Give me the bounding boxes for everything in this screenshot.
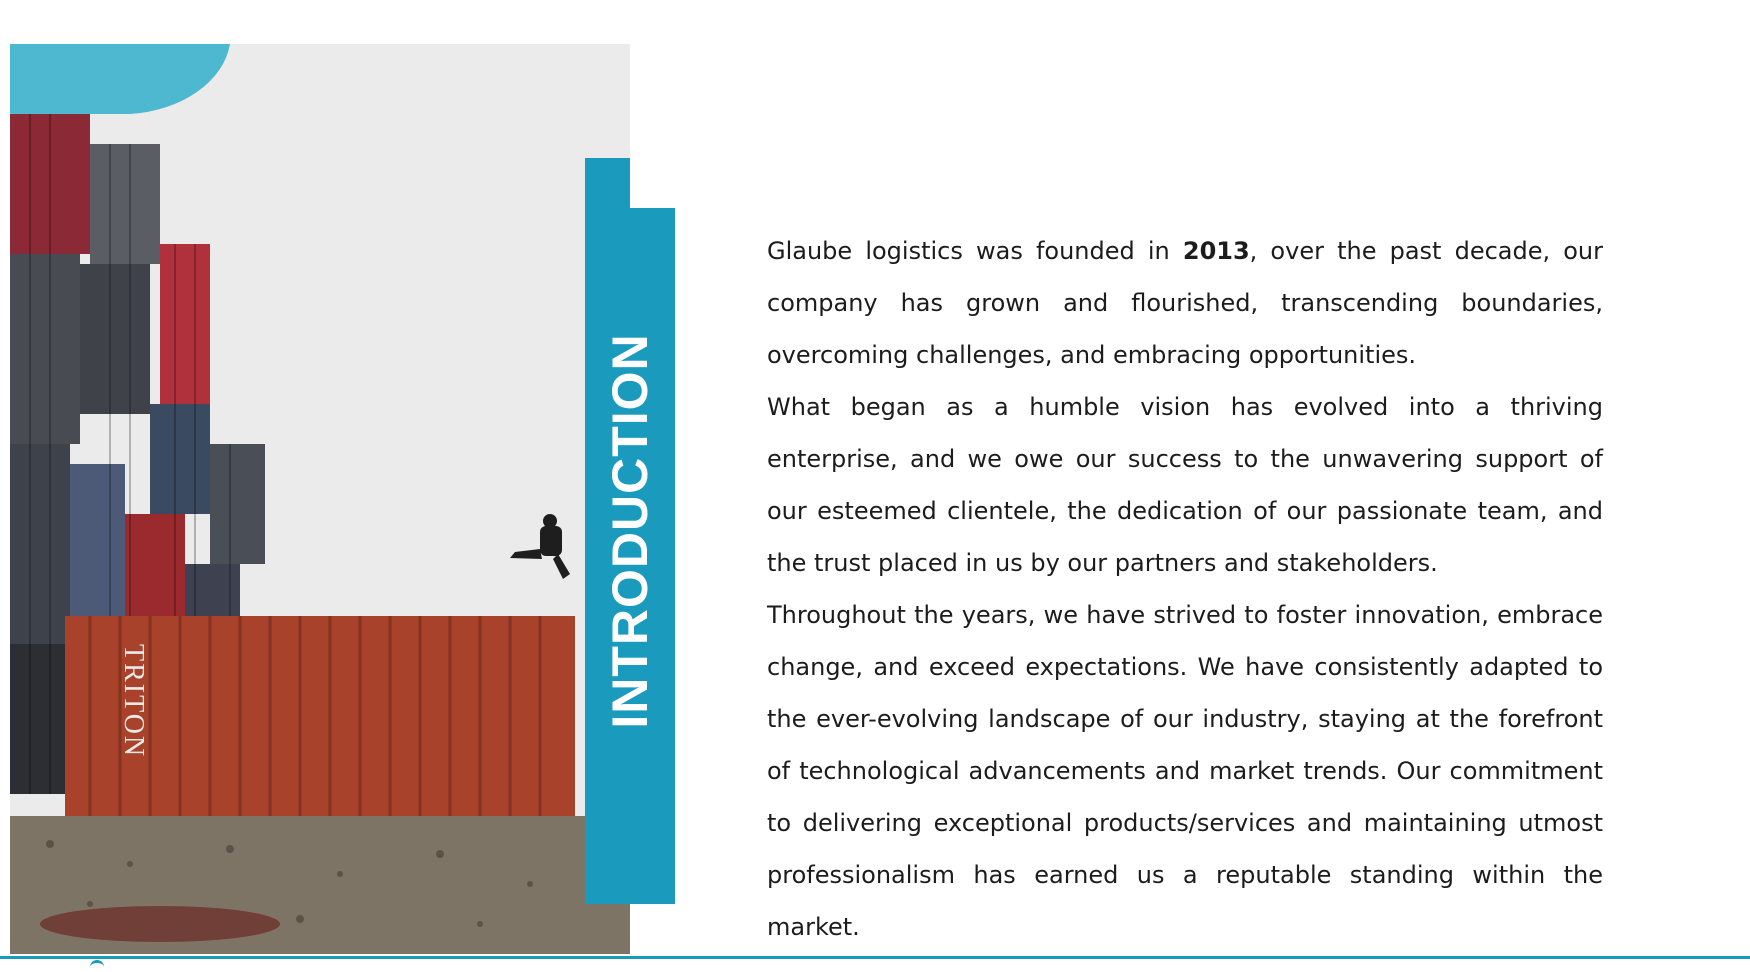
footer-mark: [90, 960, 104, 972]
container-label: TRITON: [118, 644, 149, 759]
intro-paragraph-2: What began as a humble vision has evolved into a thriving enterprise, and we owe our success to the unwavering support of our esteemed clientele, the dedication of our passionate team, and the trust placed in us by our partners and stakeholders.: [767, 393, 1603, 577]
hero-photo: [10, 44, 630, 954]
intro-p1-start: Glaube logistics was founded in: [767, 237, 1183, 265]
intro-paragraph-1: [767, 225, 1603, 381]
intro-body: [767, 225, 1603, 953]
intro-p1-end: , over the past decade, our company has grown and flourished, transcending boundaries, overcoming challenges, and embracing opportunities.: [767, 237, 1603, 369]
footer-rule: [0, 956, 1750, 959]
founding-year: 2013: [1182, 237, 1250, 265]
intro-paragraph-3: Throughout the years, we have strived to foster innovation, embrace change, and exceed expectations. We have consistently adapted to the ever-evolving landscape of our industry, staying at the forefront of technological advancements and market trends. Our commitment to delivering exceptional products/services and maintaining utmost professionalism has earned us a reputable standing within the market.: [767, 601, 1603, 941]
title-band-notch: [630, 158, 680, 208]
section-title: INTRODUCTION: [602, 333, 658, 729]
